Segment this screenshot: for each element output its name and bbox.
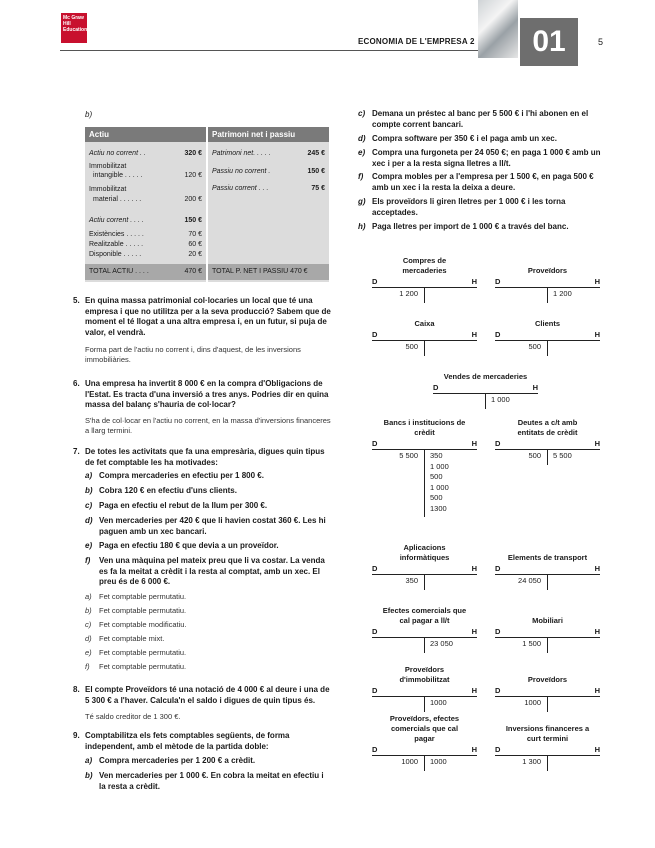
t-account-title: Proveïdors: [527, 675, 568, 684]
t-account: [495, 667, 600, 707]
q7-answer: d) Fet comptable mixt.: [85, 634, 165, 643]
debit-label: D: [495, 686, 501, 695]
credit-entry: 5 500: [553, 451, 572, 460]
t-account: [372, 311, 477, 351]
balance-row: Actiu no corrent . . 320 €: [89, 150, 202, 157]
t-account: [372, 714, 477, 766]
credit-label: H: [471, 277, 477, 286]
q9-item: c) Demana un préstec al banc per 5 500 € i l'hi abonen en el compte corrent bancari.: [358, 109, 589, 129]
credit-entry: 1300: [430, 503, 447, 513]
balance-row: Passiu no corrent . 150 €: [212, 168, 325, 175]
debit-label: D: [372, 277, 378, 286]
t-account-title: Elements de transport: [507, 553, 588, 562]
credit-label: H: [532, 383, 538, 392]
question-6: 6. Una empresa ha invertit 8 000 € en la compra d'Obligacions de l'Estat. Es tracta d'una inversió a tres anys. Podries dir en quina massa del balanç s'hauria de col·locar?: [73, 379, 329, 409]
q7-item: c) Paga en efectiu el rebut de la llum per 300 €.: [85, 501, 268, 510]
t-account-vertical-line: [547, 638, 548, 653]
balance-row: Patrimoni net. . . . . 245 €: [212, 150, 325, 157]
header-rule: [60, 50, 500, 51]
debit-label: D: [495, 439, 501, 448]
total-actiu: TOTAL ACTIU . . . . 470 €: [85, 264, 206, 280]
page-number: 5: [598, 37, 604, 47]
credit-label: H: [594, 627, 600, 636]
balance-table: [85, 127, 329, 282]
credit-entry: 1 000: [430, 461, 449, 471]
t-account-vertical-line: [547, 697, 548, 712]
credit-label: H: [471, 330, 477, 339]
debit-label: D: [433, 383, 439, 392]
balance-row: Passiu corrent . . . 75 €: [212, 185, 325, 192]
debit-label: D: [495, 627, 501, 636]
t-account-vertical-line: [547, 575, 548, 590]
passiu-header: Patrimoni net i passiu: [208, 127, 329, 142]
credit-values: [430, 698, 466, 709]
debit-values: [382, 757, 418, 768]
q9-item: b) Ven mercaderies per 1 000 €. En cobra la meitat en efectiu i la resta a crèdit.: [85, 771, 324, 791]
debit-values: [505, 576, 541, 587]
publisher-logo: Mc Graw Hill Education: [61, 13, 87, 43]
t-account-vertical-line: [547, 756, 548, 771]
debit-entry: 1000: [524, 698, 541, 707]
t-account-vertical-line: [424, 575, 425, 590]
debit-label: D: [372, 439, 378, 448]
q7-answer: e) Fet comptable permutatiu.: [85, 648, 187, 657]
debit-values: [505, 639, 541, 650]
question-7: 7. De totes les activitats que fa una empresària, digues quin tipus de fet comptable les ha motivades:: [73, 447, 325, 467]
item-label-b: b): [85, 110, 93, 119]
t-account: [495, 545, 600, 585]
credit-values: [491, 395, 527, 406]
debit-label: D: [372, 564, 378, 573]
book-title: ECONOMIA DE L'EMPRESA 2: [358, 37, 475, 46]
debit-label: D: [495, 745, 501, 754]
t-account-title: Proveïdors, efectes comercials que cal pagar: [389, 714, 460, 743]
t-account-title: Clients: [534, 319, 560, 328]
q7-item: f) Ven una màquina pel mateix preu que li va costar. La venda es fa la meitat a crèdit i la resta al comptat, amb un xec. El preu és de 6 000 €.: [85, 556, 325, 586]
credit-entry: 350: [430, 451, 443, 460]
balance-row: Existències . . . . . 70 €: [89, 231, 202, 238]
credit-entry: 23 050: [430, 639, 453, 648]
t-account-title: Caixa: [414, 319, 435, 328]
debit-entry: 5 500: [399, 451, 418, 460]
credit-entry: 1 000: [491, 395, 510, 404]
debit-entry: 1 200: [399, 289, 418, 298]
balance-row: Realitzable . . . . . 60 €: [89, 241, 202, 248]
debit-label: D: [372, 745, 378, 754]
t-account: [372, 258, 477, 298]
credit-label: H: [471, 745, 477, 754]
t-account-vertical-line: [424, 756, 425, 771]
balance-row: Immobilitzat: [89, 163, 127, 170]
t-account: [372, 418, 477, 513]
t-account: [495, 726, 600, 766]
chapter-number: 01: [520, 18, 578, 66]
q7-answer: b) Fet comptable permutatiu.: [85, 606, 187, 615]
t-account: [433, 364, 538, 404]
debit-values: [505, 342, 541, 353]
t-account-title: Compres de mercaderies: [402, 256, 447, 275]
t-account-vertical-line: [485, 394, 486, 409]
answer-8: Té saldo creditor de 1 300 €.: [85, 712, 181, 721]
t-account-title: Vendes de mercaderies: [443, 372, 528, 381]
t-account-vertical-line: [547, 288, 548, 303]
balance-row: material . . . . . . 200 €: [93, 196, 202, 203]
actiu-header: Actiu: [85, 127, 206, 142]
q7-item: a) Compra mercaderies en efectiu per 1 800 €.: [85, 471, 264, 480]
t-account-title: Aplicacions informàtiques: [399, 543, 450, 562]
debit-label: D: [372, 686, 378, 695]
credit-values: [553, 451, 589, 462]
balance-row: Immobilitzat: [89, 186, 127, 193]
debit-values: [505, 757, 541, 768]
credit-values: [430, 451, 466, 514]
debit-entry: 1 500: [522, 639, 541, 648]
t-account-vertical-line: [424, 697, 425, 712]
balance-row: Disponible . . . . . 20 €: [89, 251, 202, 258]
q7-answer: f) Fet comptable permutatiu.: [85, 662, 187, 671]
t-account-title: Mobiliari: [532, 616, 563, 625]
credit-values: [430, 757, 466, 768]
answer-5: Forma part de l'actiu no corrent i, dins d'aquest, de les inversions immobiliàries.: [85, 345, 301, 364]
debit-label: D: [495, 277, 501, 286]
debit-entry: 350: [405, 576, 418, 585]
credit-values: [553, 289, 589, 300]
debit-entry: 1 300: [522, 757, 541, 766]
debit-values: [505, 451, 541, 462]
t-account-title: Bancs i institucions de crèdit: [383, 418, 466, 437]
q9-item: a) Compra mercaderies per 1 200 € a crèdit.: [85, 756, 256, 765]
q9-item: f) Compra mobles per a l'empresa per 1 500 €, en paga 500 € amb un xec i la resta la deixa a deure.: [358, 172, 594, 192]
q7-item: e) Paga en efectiu 180 € que devia a un proveïdor.: [85, 541, 279, 550]
q9-item: h) Paga lletres per import de 1 000 € a través del banc.: [358, 222, 569, 231]
question-9: 9. Comptabilitza els fets comptables següents, de forma independent, amb el mètode de la partida doble:: [73, 731, 290, 751]
credit-entry: 500: [430, 493, 443, 502]
t-account-title: Efectes comercials que cal pagar a ll/t: [382, 606, 467, 625]
t-account-vertical-line: [424, 450, 425, 517]
t-account-title: Proveïdors: [527, 266, 568, 275]
debit-entry: 500: [528, 342, 541, 351]
debit-values: [382, 576, 418, 587]
debit-entry: 1000: [401, 757, 418, 766]
balance-row: intangible . . . . . 120 €: [93, 172, 202, 179]
credit-label: H: [594, 745, 600, 754]
t-account-vertical-line: [424, 638, 425, 653]
credit-label: H: [471, 627, 477, 636]
t-account-title: Proveïdors d'immobilitzat: [399, 665, 450, 684]
debit-values: [382, 289, 418, 300]
q9-item: g) Els proveïdors li giren lletres per 1 000 € i les torna acceptades.: [358, 197, 566, 217]
credit-entry: 1000: [430, 757, 447, 766]
total-passiu: TOTAL P. NET I PASSIU 470 €: [208, 264, 329, 280]
debit-label: D: [372, 330, 378, 339]
debit-label: D: [495, 564, 501, 573]
question-5: 5. En quina massa patrimonial col·locaries un local que té una empresa i que no utilitza per a la seva producció? Sabem que de moment el té llogat a una altra empresa i, en un futur, si puja de valor, el vendrà.: [73, 296, 331, 337]
credit-entry: 1 000: [430, 482, 449, 492]
credit-values: [430, 639, 466, 650]
credit-label: H: [594, 686, 600, 695]
debit-values: [382, 342, 418, 353]
debit-entry: 500: [528, 451, 541, 460]
debit-entry: 24 050: [518, 576, 541, 585]
t-account-vertical-line: [424, 341, 425, 356]
credit-label: H: [594, 439, 600, 448]
debit-values: [505, 698, 541, 709]
credit-label: H: [471, 686, 477, 695]
debit-label: D: [372, 627, 378, 636]
debit-values: [382, 451, 418, 462]
credit-entry: 1 200: [553, 289, 572, 298]
t-account: [495, 258, 600, 298]
q7-item: b) Cobra 120 € en efectiu d'uns clients.: [85, 486, 237, 495]
debit-entry: 500: [405, 342, 418, 351]
q7-answer: a) Fet comptable permutatiu.: [85, 592, 187, 601]
t-account: [372, 667, 477, 707]
answer-6: S'ha de col·locar en l'actiu no corrent, en la massa d'inversions financeres a llarg termini.: [85, 416, 331, 435]
t-account: [495, 420, 600, 460]
credit-label: H: [471, 564, 477, 573]
question-8: 8. El compte Proveïdors té una notació de 4 000 € al deure i una de 5 300 € a l'haver. Calcula'n el saldo i digues de quin tipus és.: [73, 685, 330, 705]
header-photo: [478, 0, 518, 58]
credit-entry: 1000: [430, 698, 447, 707]
q7-item: d) Ven mercaderies per 420 € que li havien costat 360 €. Les hi paguen amb un xec bancari.: [85, 516, 326, 536]
t-account-vertical-line: [424, 288, 425, 303]
credit-label: H: [471, 439, 477, 448]
t-account-title: Inversions financeres a curt termini: [505, 724, 590, 743]
t-account: [372, 545, 477, 585]
balance-row: Actiu corrent . . . . 150 €: [89, 217, 202, 224]
credit-label: H: [594, 564, 600, 573]
t-account: [495, 311, 600, 351]
q9-item: d) Compra software per 350 € i el paga amb un xec.: [358, 134, 557, 143]
t-account-vertical-line: [547, 341, 548, 356]
t-account: [495, 608, 600, 648]
q9-item: e) Compra una furgoneta per 24 050 €; en paga 1 000 € amb un xec i per a la resta signa lletres a ll/t.: [358, 148, 601, 168]
t-account-title: Deutes a c/t amb entitats de crèdit: [517, 418, 578, 437]
credit-label: H: [594, 277, 600, 286]
debit-label: D: [495, 330, 501, 339]
credit-entry: 500: [430, 472, 443, 481]
credit-label: H: [594, 330, 600, 339]
q7-answer: c) Fet comptable modificatiu.: [85, 620, 187, 629]
t-account: [372, 608, 477, 648]
t-account-vertical-line: [547, 450, 548, 465]
